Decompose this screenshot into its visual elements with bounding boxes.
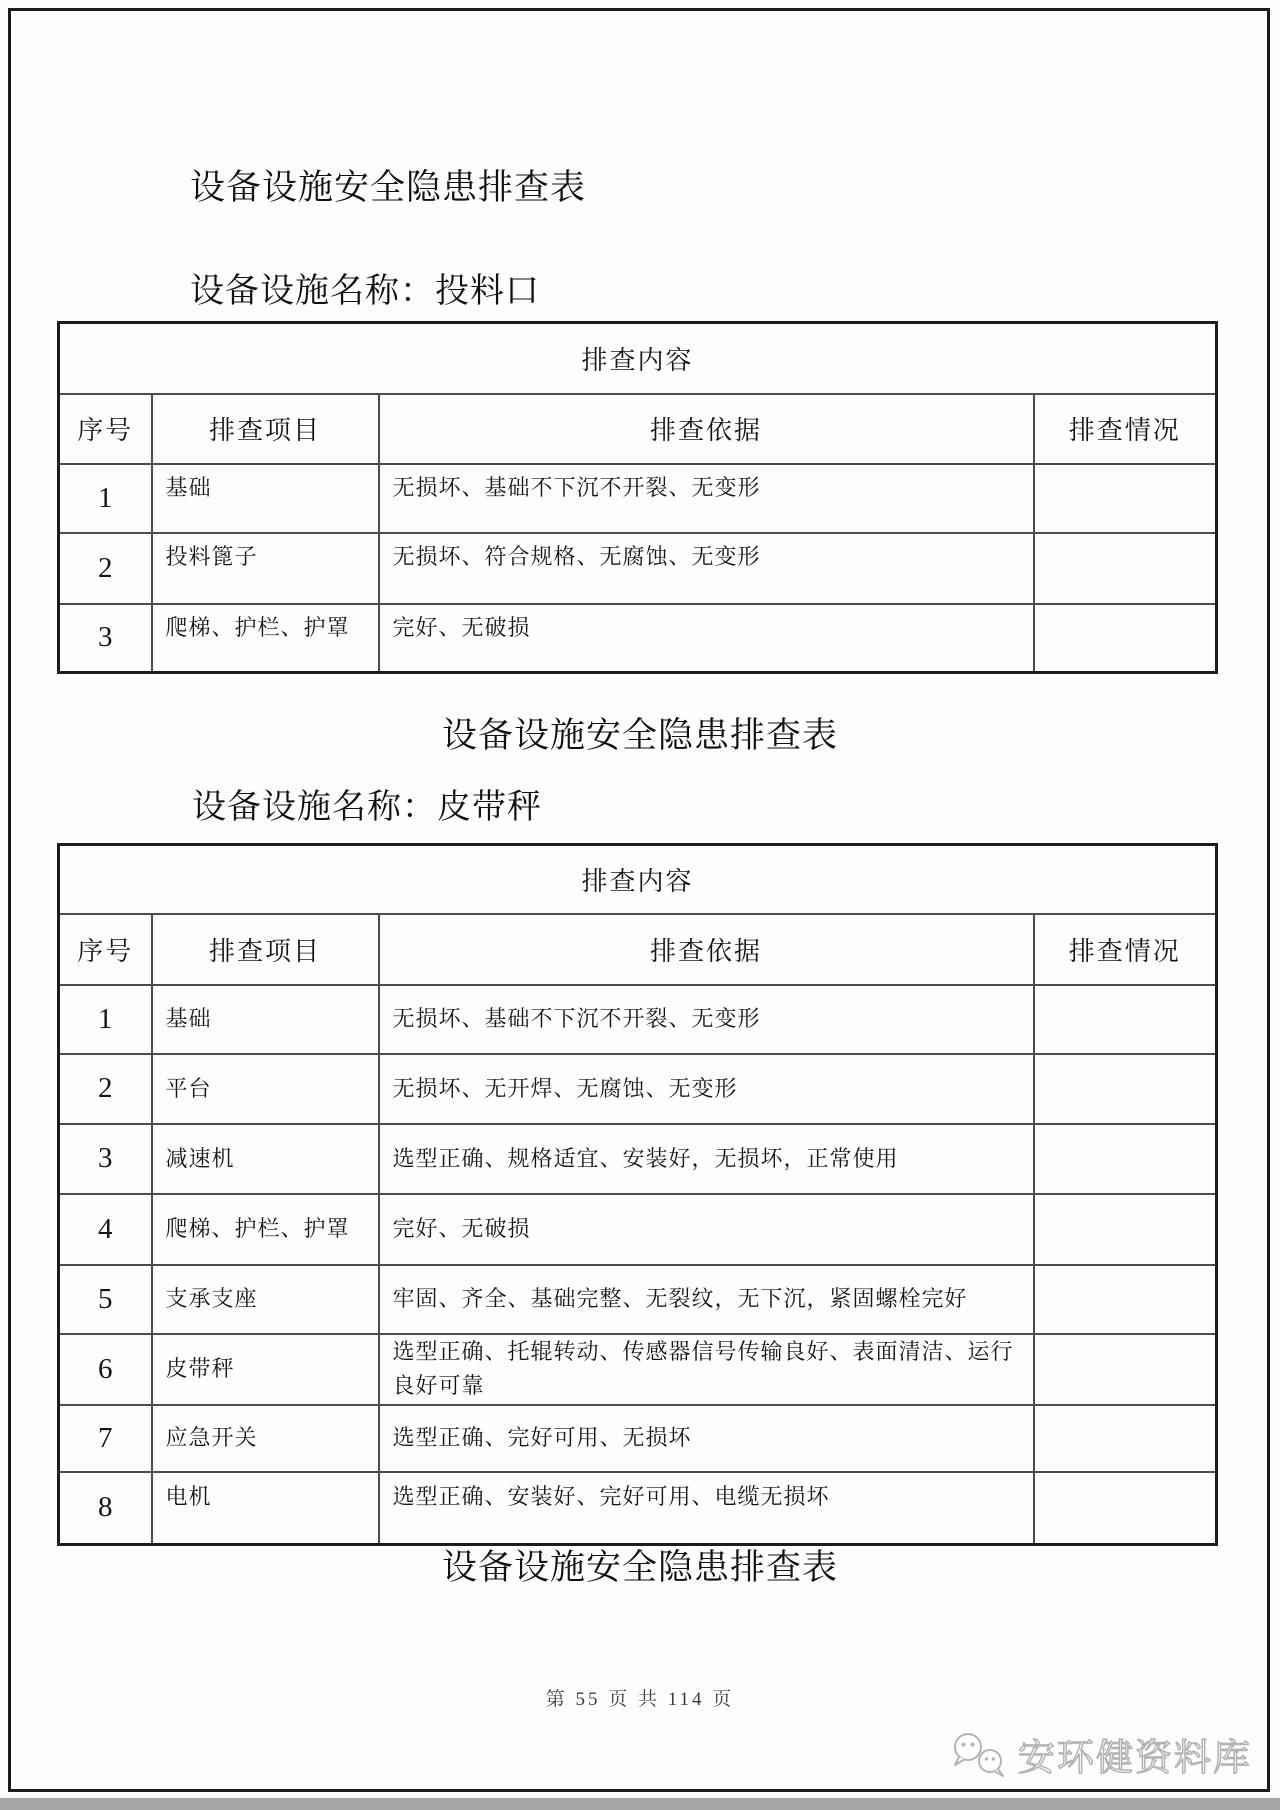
- row-number-cell: 8: [59, 1472, 152, 1545]
- inspection-status-cell: [1034, 1405, 1217, 1472]
- bottom-strip: [0, 1798, 1280, 1810]
- row-number-cell: 3: [59, 604, 152, 673]
- inspection-item-cell: 基础: [152, 985, 379, 1054]
- row-number-cell: 5: [59, 1265, 152, 1334]
- report-title-1: 设备设施安全隐患排查表: [190, 168, 587, 207]
- inspection-basis-cell: 选型正确、完好可用、无损坏: [379, 1405, 1034, 1472]
- column-header-status: 排查情况: [1034, 914, 1217, 985]
- inspection-status-cell: [1034, 1472, 1217, 1545]
- table-row: [59, 1472, 1217, 1545]
- column-header-row: [59, 914, 1217, 985]
- inspection-status-cell: [1034, 1265, 1217, 1334]
- inspection-item-cell: 投料篦子: [152, 533, 379, 604]
- watermark-label: 安环健资料库: [1018, 1738, 1252, 1779]
- table-row: [59, 533, 1217, 604]
- column-header-basis: 排查依据: [379, 914, 1034, 985]
- inspection-basis-cell: 选型正确、托辊转动、传感器信号传输良好、表面清洁、运行良好可靠: [379, 1334, 1034, 1405]
- row-number-cell: 6: [59, 1334, 152, 1405]
- table-row: [59, 1054, 1217, 1124]
- row-number-cell: 1: [59, 464, 152, 533]
- table-row: [59, 1124, 1217, 1194]
- inspection-item-cell: 支承支座: [152, 1265, 379, 1334]
- inspection-item-cell: 电机: [152, 1472, 379, 1545]
- column-header-no: 序号: [59, 914, 152, 985]
- report-title-2: 设备设施安全隐患排查表: [441, 716, 838, 755]
- table-row: [59, 1194, 1217, 1265]
- inspection-table-2: [57, 843, 1218, 1546]
- inspection-item-cell: 减速机: [152, 1124, 379, 1194]
- column-header-item: 排查项目: [152, 914, 379, 985]
- inspection-item-cell: 爬梯、护栏、护罩: [152, 604, 379, 673]
- column-header-row: [59, 394, 1217, 464]
- inspection-status-cell: [1034, 1334, 1217, 1405]
- inspection-status-cell: [1034, 533, 1217, 604]
- column-header-status: 排查情况: [1034, 394, 1217, 464]
- inspection-status-cell: [1034, 1054, 1217, 1124]
- chat-bubbles-icon: [948, 1728, 1010, 1780]
- inspection-basis-cell: 牢固、齐全、基础完整、无裂纹，无下沉，紧固螺栓完好: [379, 1265, 1034, 1334]
- table-row: [59, 604, 1217, 673]
- row-number-cell: 7: [59, 1405, 152, 1472]
- inspection-status-cell: [1034, 464, 1217, 533]
- content-header-cell: 排查内容: [59, 323, 1217, 394]
- inspection-basis-cell: 选型正确、规格适宜、安装好，无损坏，正常使用: [379, 1124, 1034, 1194]
- inspection-basis-cell: 无损坏、基础不下沉不开裂、无变形: [379, 985, 1034, 1054]
- inspection-basis-cell: 完好、无破损: [379, 604, 1034, 673]
- inspection-basis-cell: 无损坏、无开焊、无腐蚀、无变形: [379, 1054, 1034, 1124]
- table-row: [59, 985, 1217, 1054]
- content-header-cell: 排查内容: [59, 845, 1217, 914]
- inspection-item-cell: 爬梯、护栏、护罩: [152, 1194, 379, 1265]
- row-number-cell: 2: [59, 1054, 152, 1124]
- column-header-basis: 排查依据: [379, 394, 1034, 464]
- table-row: [59, 1265, 1217, 1334]
- content-header-row: [59, 323, 1217, 394]
- inspection-status-cell: [1034, 604, 1217, 673]
- inspection-table-1: [57, 321, 1218, 674]
- column-header-no: 序号: [59, 394, 152, 464]
- content-header-row: [59, 845, 1217, 914]
- inspection-basis-cell: 无损坏、基础不下沉不开裂、无变形: [379, 464, 1034, 533]
- inspection-status-cell: [1034, 1124, 1217, 1194]
- inspection-item-cell: 基础: [152, 464, 379, 533]
- table-row: [59, 1334, 1217, 1405]
- column-header-item: 排查项目: [152, 394, 379, 464]
- row-number-cell: 3: [59, 1124, 152, 1194]
- inspection-status-cell: [1034, 985, 1217, 1054]
- row-number-cell: 2: [59, 533, 152, 604]
- inspection-basis-cell: 无损坏、符合规格、无腐蚀、无变形: [379, 533, 1034, 604]
- watermark: [948, 1726, 1252, 1782]
- inspection-item-cell: 平台: [152, 1054, 379, 1124]
- row-number-cell: 1: [59, 985, 152, 1054]
- equipment-name-label-1: 设备设施名称：投料口: [190, 273, 540, 310]
- equipment-name-label-2: 设备设施名称：皮带秤: [192, 789, 542, 826]
- report-title-3: 设备设施安全隐患排查表: [441, 1548, 838, 1587]
- page-number-footer: 第 55 页 共 114 页: [545, 1689, 735, 1710]
- inspection-basis-cell: 完好、无破损: [379, 1194, 1034, 1265]
- table-row: [59, 464, 1217, 533]
- inspection-item-cell: 应急开关: [152, 1405, 379, 1472]
- row-number-cell: 4: [59, 1194, 152, 1265]
- inspection-status-cell: [1034, 1194, 1217, 1265]
- inspection-item-cell: 皮带秤: [152, 1334, 379, 1405]
- inspection-basis-cell: 选型正确、安装好、完好可用、电缆无损坏: [379, 1472, 1034, 1545]
- table-row: [59, 1405, 1217, 1472]
